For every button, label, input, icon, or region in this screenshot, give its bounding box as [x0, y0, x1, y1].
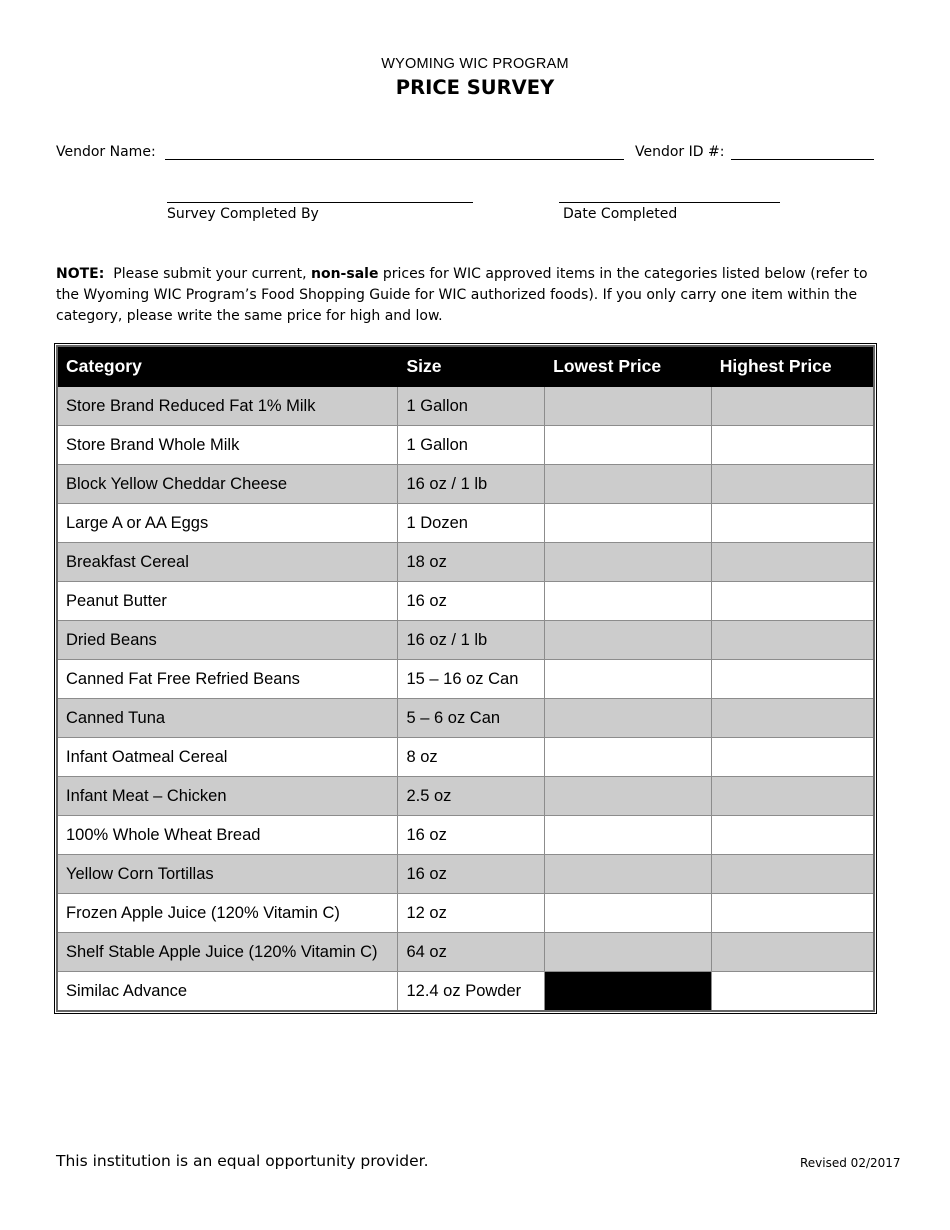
table-row — [57, 582, 874, 621]
lowest-price-cell — [545, 972, 712, 1012]
highest-price-cell[interactable] — [711, 738, 874, 777]
survey-completed-by-field[interactable] — [167, 202, 473, 203]
highest-price-cell[interactable] — [711, 387, 874, 426]
revision-date: Revised 02/2017 — [800, 1156, 901, 1170]
category-cell: Infant Meat – Chicken — [57, 777, 398, 816]
table-row — [57, 543, 874, 582]
lowest-price-cell[interactable] — [545, 504, 712, 543]
vendor-name-field[interactable] — [165, 159, 624, 160]
size-cell: 16 oz — [398, 816, 545, 855]
size-cell: 18 oz — [398, 543, 545, 582]
table-row — [57, 504, 874, 543]
category-cell: 100% Whole Wheat Bread — [57, 816, 398, 855]
size-cell: 64 oz — [398, 933, 545, 972]
size-cell: 16 oz — [398, 855, 545, 894]
table-row — [57, 777, 874, 816]
size-cell: 2.5 oz — [398, 777, 545, 816]
size-cell: 1 Gallon — [398, 387, 545, 426]
note-text-2: prices for WIC approved items in the categories listed below (refer to the Wyoming WIC Program’s Food Shopping Guide for WIC authorized foods). If you only carry one item within the category, please write the same price for high and low. — [56, 266, 868, 324]
lowest-price-cell[interactable] — [545, 387, 712, 426]
vendor-id-label: Vendor ID #: — [635, 144, 725, 160]
size-cell: 16 oz / 1 lb — [398, 465, 545, 504]
highest-price-cell[interactable] — [711, 972, 874, 1012]
note-emphasis: non-sale — [311, 266, 379, 282]
highest-price-cell[interactable] — [711, 465, 874, 504]
highest-price-cell[interactable] — [711, 504, 874, 543]
table-row — [57, 933, 874, 972]
highest-price-cell[interactable] — [711, 855, 874, 894]
program-name: WYOMING WIC PROGRAM — [381, 56, 569, 72]
size-cell: 16 oz / 1 lb — [398, 621, 545, 660]
size-cell: 16 oz — [398, 582, 545, 621]
table-row — [57, 621, 874, 660]
category-cell: Breakfast Cereal — [57, 543, 398, 582]
highest-price-cell[interactable] — [711, 543, 874, 582]
column-header-category: Category — [57, 346, 398, 387]
size-cell: 8 oz — [398, 738, 545, 777]
category-cell: Infant Oatmeal Cereal — [57, 738, 398, 777]
column-header-highest-price: Highest Price — [711, 346, 874, 387]
highest-price-cell[interactable] — [711, 660, 874, 699]
table-row — [57, 894, 874, 933]
table-row — [57, 660, 874, 699]
lowest-price-cell[interactable] — [545, 582, 712, 621]
highest-price-cell[interactable] — [711, 699, 874, 738]
vendor-name-label: Vendor Name: — [56, 144, 156, 160]
category-cell: Peanut Butter — [57, 582, 398, 621]
highest-price-cell[interactable] — [711, 933, 874, 972]
lowest-price-cell[interactable] — [545, 660, 712, 699]
table-row — [57, 699, 874, 738]
lowest-price-cell[interactable] — [545, 465, 712, 504]
date-completed-label: Date Completed — [563, 206, 678, 222]
note-text-1: Please submit your current, — [113, 266, 307, 282]
table-row — [57, 855, 874, 894]
survey-completed-by-label: Survey Completed By — [167, 206, 319, 222]
column-header-lowest-price: Lowest Price — [545, 346, 712, 387]
lowest-price-cell[interactable] — [545, 933, 712, 972]
table-body — [57, 387, 874, 1012]
size-cell: 5 – 6 oz Can — [398, 699, 545, 738]
page-title: PRICE SURVEY — [395, 76, 555, 99]
highest-price-cell[interactable] — [711, 777, 874, 816]
highest-price-cell[interactable] — [711, 582, 874, 621]
size-cell: 1 Gallon — [398, 426, 545, 465]
category-cell: Similac Advance — [57, 972, 398, 1012]
note-paragraph — [56, 264, 886, 327]
category-cell: Store Brand Reduced Fat 1% Milk — [57, 387, 398, 426]
highest-price-cell[interactable] — [711, 426, 874, 465]
category-cell: Yellow Corn Tortillas — [57, 855, 398, 894]
lowest-price-cell[interactable] — [545, 426, 712, 465]
table-row — [57, 816, 874, 855]
note-label: NOTE: — [56, 266, 105, 282]
lowest-price-cell[interactable] — [545, 621, 712, 660]
date-completed-field[interactable] — [559, 202, 780, 203]
size-cell: 12.4 oz Powder — [398, 972, 545, 1012]
lowest-price-cell[interactable] — [545, 816, 712, 855]
category-cell: Dried Beans — [57, 621, 398, 660]
category-cell: Block Yellow Cheddar Cheese — [57, 465, 398, 504]
category-cell: Store Brand Whole Milk — [57, 426, 398, 465]
equal-opportunity-statement: This institution is an equal opportunity provider. — [56, 1152, 429, 1170]
size-cell: 1 Dozen — [398, 504, 545, 543]
lowest-price-cell[interactable] — [545, 777, 712, 816]
category-cell: Frozen Apple Juice (120% Vitamin C) — [57, 894, 398, 933]
highest-price-cell[interactable] — [711, 894, 874, 933]
lowest-price-cell[interactable] — [545, 855, 712, 894]
column-header-size: Size — [398, 346, 545, 387]
table-row — [57, 972, 874, 1012]
highest-price-cell[interactable] — [711, 816, 874, 855]
size-cell: 15 – 16 oz Can — [398, 660, 545, 699]
lowest-price-cell[interactable] — [545, 738, 712, 777]
table-row — [57, 387, 874, 426]
table-row — [57, 426, 874, 465]
lowest-price-cell[interactable] — [545, 543, 712, 582]
table-row — [57, 465, 874, 504]
table-row — [57, 738, 874, 777]
lowest-price-cell[interactable] — [545, 699, 712, 738]
category-cell: Canned Tuna — [57, 699, 398, 738]
vendor-id-field[interactable] — [731, 159, 874, 160]
category-cell: Canned Fat Free Refried Beans — [57, 660, 398, 699]
size-cell: 12 oz — [398, 894, 545, 933]
price-survey-table — [56, 345, 875, 1012]
category-cell: Large A or AA Eggs — [57, 504, 398, 543]
table-header-row — [57, 346, 874, 387]
highest-price-cell[interactable] — [711, 621, 874, 660]
category-cell: Shelf Stable Apple Juice (120% Vitamin C) — [57, 933, 398, 972]
lowest-price-cell[interactable] — [545, 894, 712, 933]
